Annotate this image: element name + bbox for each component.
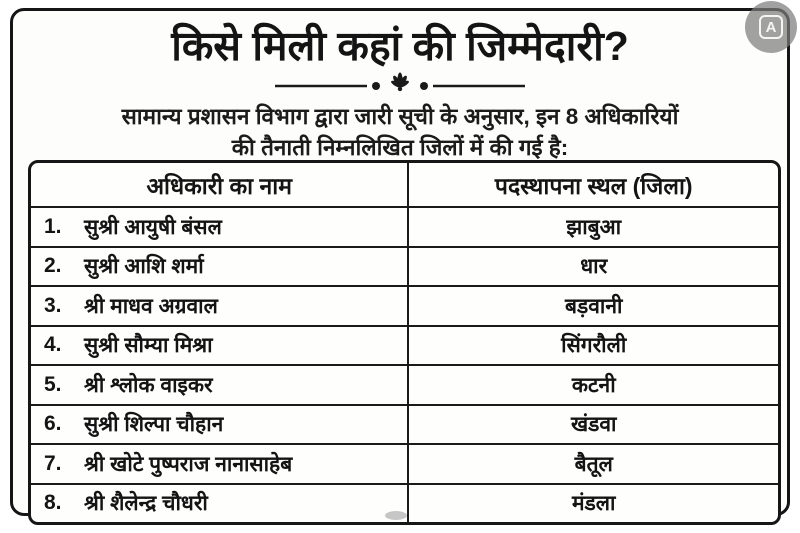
row-number: 3. [44, 293, 62, 317]
row-number: 6. [44, 412, 62, 436]
subtitle-line-1: सामान्य प्रशासन विभाग द्वारा जारी सूची के अनुसार, इन 8 अधिकारियों [121, 104, 679, 130]
row-number: 5. [44, 372, 62, 396]
table-row [31, 325, 778, 365]
officer-name: श्री शैलेन्द्र चौधरी [84, 492, 208, 516]
subtitle-line-2: की तैनाती निम्नलिखित जिलों में की गई है: [231, 134, 569, 160]
officer-cell [31, 248, 407, 286]
officer-name: श्री माधव अग्रवाल [84, 294, 218, 318]
table-row [31, 285, 778, 325]
district-name: कटनी [571, 373, 616, 397]
district-cell [407, 485, 778, 523]
officer-name: सुश्री आशि शर्मा [84, 255, 204, 279]
district-cell [407, 287, 778, 325]
table-row [31, 404, 778, 444]
officer-cell [31, 366, 407, 404]
title-divider [13, 72, 787, 96]
watermark-badge [745, 1, 797, 53]
page-title: किसे मिली कहां की जिम्मेदारी? [171, 23, 629, 69]
district-cell [407, 248, 778, 286]
bottom-watermark-smudge [385, 511, 407, 520]
row-number: 8. [44, 491, 62, 515]
officer-cell [31, 406, 407, 444]
row-number: 4. [44, 333, 62, 357]
a-letter-icon: A [759, 15, 783, 39]
district-name: सिंगरौली [561, 334, 627, 358]
officers-table [28, 160, 781, 525]
district-cell [407, 327, 778, 365]
col-header-officer-name: अधिकारी का नाम [146, 172, 293, 199]
row-number: 1. [44, 214, 62, 238]
table-row [31, 206, 778, 246]
table-header-row [31, 163, 778, 206]
officer-cell [31, 485, 407, 523]
district-cell [407, 445, 778, 483]
row-number: 7. [44, 451, 62, 475]
district-name: झाबुआ [566, 215, 622, 239]
district-name: बैतूल [574, 452, 613, 476]
officer-name: सुश्री सौम्या मिश्रा [84, 334, 213, 358]
officer-name: सुश्री आयुषी बंसल [84, 215, 222, 239]
table-row [31, 364, 778, 404]
district-name: धार [580, 255, 608, 279]
officer-cell [31, 208, 407, 246]
fleuron-divider-icon [275, 72, 525, 96]
district-name: बड़वानी [565, 294, 623, 318]
district-cell [407, 208, 778, 246]
col-header-posting-district: पदस्थापना स्थल (जिला) [407, 163, 778, 206]
district-cell [407, 366, 778, 404]
subtitle [13, 102, 787, 163]
officer-name: सुश्री शिल्पा चौहान [84, 413, 224, 437]
table-row [31, 246, 778, 286]
officer-cell [31, 287, 407, 325]
district-cell [407, 406, 778, 444]
table-row [31, 443, 778, 483]
officer-cell [31, 445, 407, 483]
district-name: खंडवा [570, 413, 617, 437]
officer-name: श्री खोटे पुष्पराज नानासाहेब [84, 452, 293, 476]
row-number: 2. [44, 254, 62, 278]
officer-cell [31, 327, 407, 365]
district-name: मंडला [571, 492, 616, 516]
officer-name: श्री श्लोक वाइकर [84, 373, 213, 397]
